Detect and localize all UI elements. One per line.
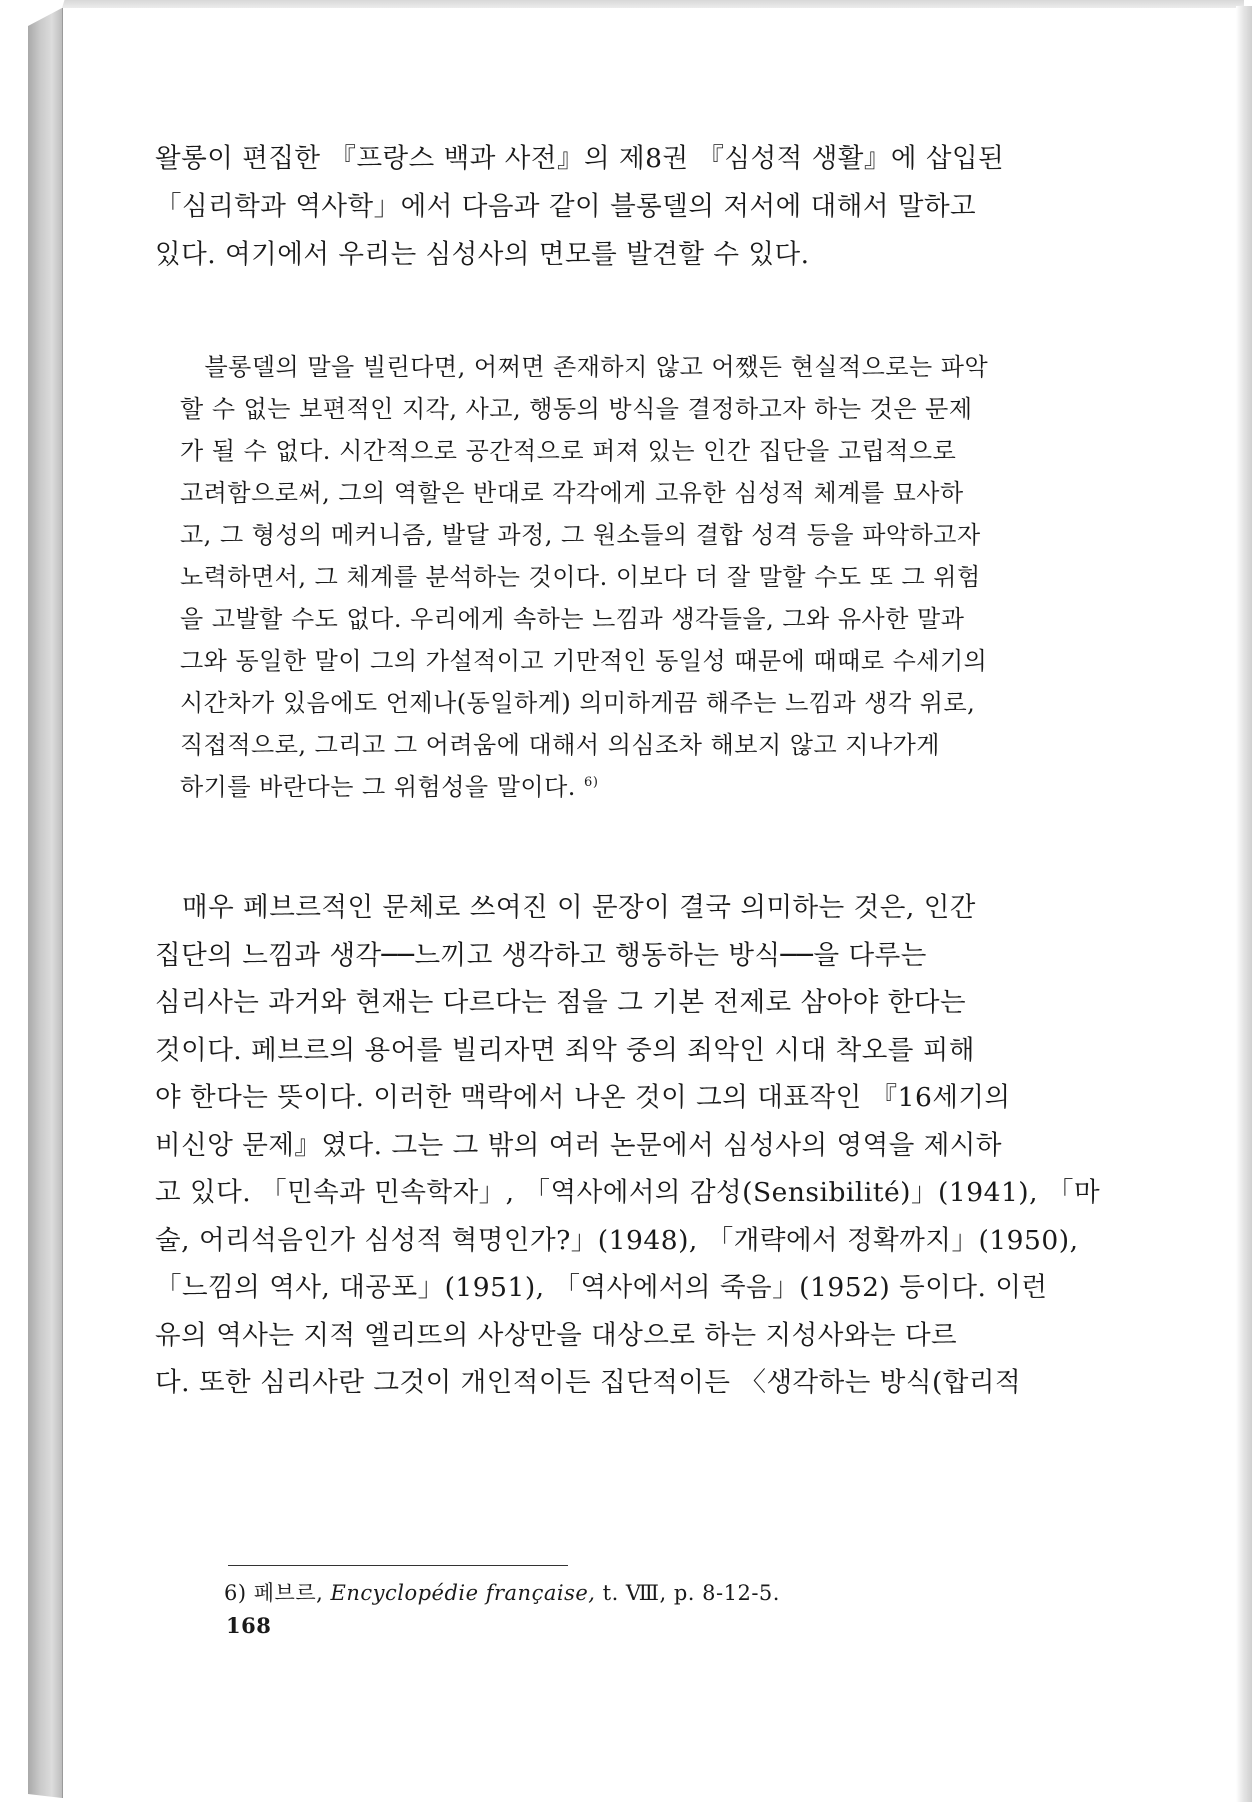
book-spine-edge [28, 8, 62, 1798]
text-line: 집단의 느낌과 생각──느끼고 생각하고 행동하는 방식──을 다루는 [155, 939, 927, 971]
paragraph-main [155, 884, 1101, 1407]
text-line: 야 한다는 뜻이다. 이러한 맥락에서 나온 것이 그의 대표작인 『16세기의 [155, 1082, 1011, 1113]
text-line [155, 884, 1090, 932]
footnote-author: 페브르, [253, 1581, 324, 1605]
text-line: 유의 역사는 지적 엘리뜨의 사상만을 대상으로 하는 지성사와는 다르 [155, 1319, 958, 1351]
footnote-divider [228, 1565, 568, 1566]
quote-line: 을 고발할 수도 없다. 우리에게 속하는 느낌과 생각들을, 그와 유사한 말과 [180, 605, 965, 633]
quote-line: 시간차가 있음에도 언제나(동일하게) 의미하게끔 해주는 느낌과 생각 위로, [180, 689, 976, 717]
page-right-shadow [1236, 6, 1252, 1802]
quote-line-text: 블롱델의 말을 빌린다면, 어쩌면 존재하지 않고 어쨌든 현실적으로는 파악 [204, 353, 989, 381]
footnote-number: 6) [224, 1581, 247, 1605]
quote-line: 고, 그 형성의 메커니즘, 발달 과정, 그 원소들의 결합 성격 등을 파악하고자 [180, 521, 981, 549]
text-line-content: 매우 페브르적인 문체로 쓰여진 이 문장이 결국 의미하는 것은, 인간 [182, 892, 976, 923]
text-line: 심리사는 과거와 현재는 다르다는 점을 그 기본 전제로 삼아야 한다는 [155, 987, 967, 1018]
text-line: 술, 어리석음인가 심성적 혁명인가?」(1948), 「개략에서 정확까지」(1950), [155, 1224, 1079, 1256]
text-line: 있다. 여기에서 우리는 심성사의 면모를 발견할 수 있다. [155, 239, 810, 270]
quote-line: 직접적으로, 그리고 그 어려움에 대해서 의심조차 해보지 않고 지나가게 [180, 731, 940, 759]
text-line: 왈롱이 편집한 『프랑스 백과 사전』의 제8권 『심성적 생활』에 삽입된 [155, 143, 1005, 174]
quote-line: 할 수 없는 보편적인 지각, 사고, 행동의 방식을 결정하고자 하는 것은 문제 [180, 395, 973, 423]
text-line: 「심리학과 역사학」에서 다음과 같이 블롱델의 저서에 대해서 말하고 [155, 191, 977, 222]
page-number: 168 [226, 1613, 272, 1638]
text-line: 비신앙 문제』였다. 그는 그 밖의 여러 논문에서 심성사의 영역을 제시하 [155, 1129, 1003, 1161]
quote-line: 고려함으로써, 그의 역할은 반대로 각각에게 고유한 심성적 체계를 묘사하 [180, 479, 964, 507]
footnote-title: Encyclopédie française, [330, 1581, 596, 1605]
quote-line: 노력하면서, 그 체계를 분석하는 것이다. 이보다 더 잘 말할 수도 또 그 위험 [180, 563, 981, 591]
paragraph-intro [155, 135, 1085, 279]
footnote-rest: t. Ⅷ, p. 8-12-5. [602, 1581, 780, 1605]
footnote-reference: 6) [584, 775, 599, 790]
block-quote [180, 346, 1085, 808]
text-line: 다. 또한 심리사란 그것이 개인적이든 집단적이든 〈생각하는 방식(합리적 [155, 1367, 1022, 1398]
footnote [224, 1578, 780, 1608]
quote-line-text: 하기를 바란다는 그 위험성을 말이다. [180, 773, 576, 801]
quote-line: 그와 동일한 말이 그의 가설적이고 기만적인 동일성 때문에 때때로 수세기의 [180, 647, 988, 675]
text-line: 것이다. 페브르의 용어를 빌리자면 죄악 중의 죄악인 시대 착오를 피해 [155, 1034, 976, 1066]
quote-line [180, 766, 1085, 808]
quote-line: 가 될 수 없다. 시간적으로 공간적으로 퍼져 있는 인간 집단을 고립적으로 [180, 437, 957, 465]
text-line: 고 있다. 「민속과 민속학자」, 「역사에서의 감성(Sensibilité)」(1941), 「마 [155, 1177, 1101, 1208]
text-line: 「느낌의 역사, 대공포」(1951), 「역사에서의 죽음」(1952) 등이다. 이런 [155, 1272, 1048, 1303]
quote-line [180, 346, 1085, 388]
book-top-edge [28, 0, 1244, 8]
